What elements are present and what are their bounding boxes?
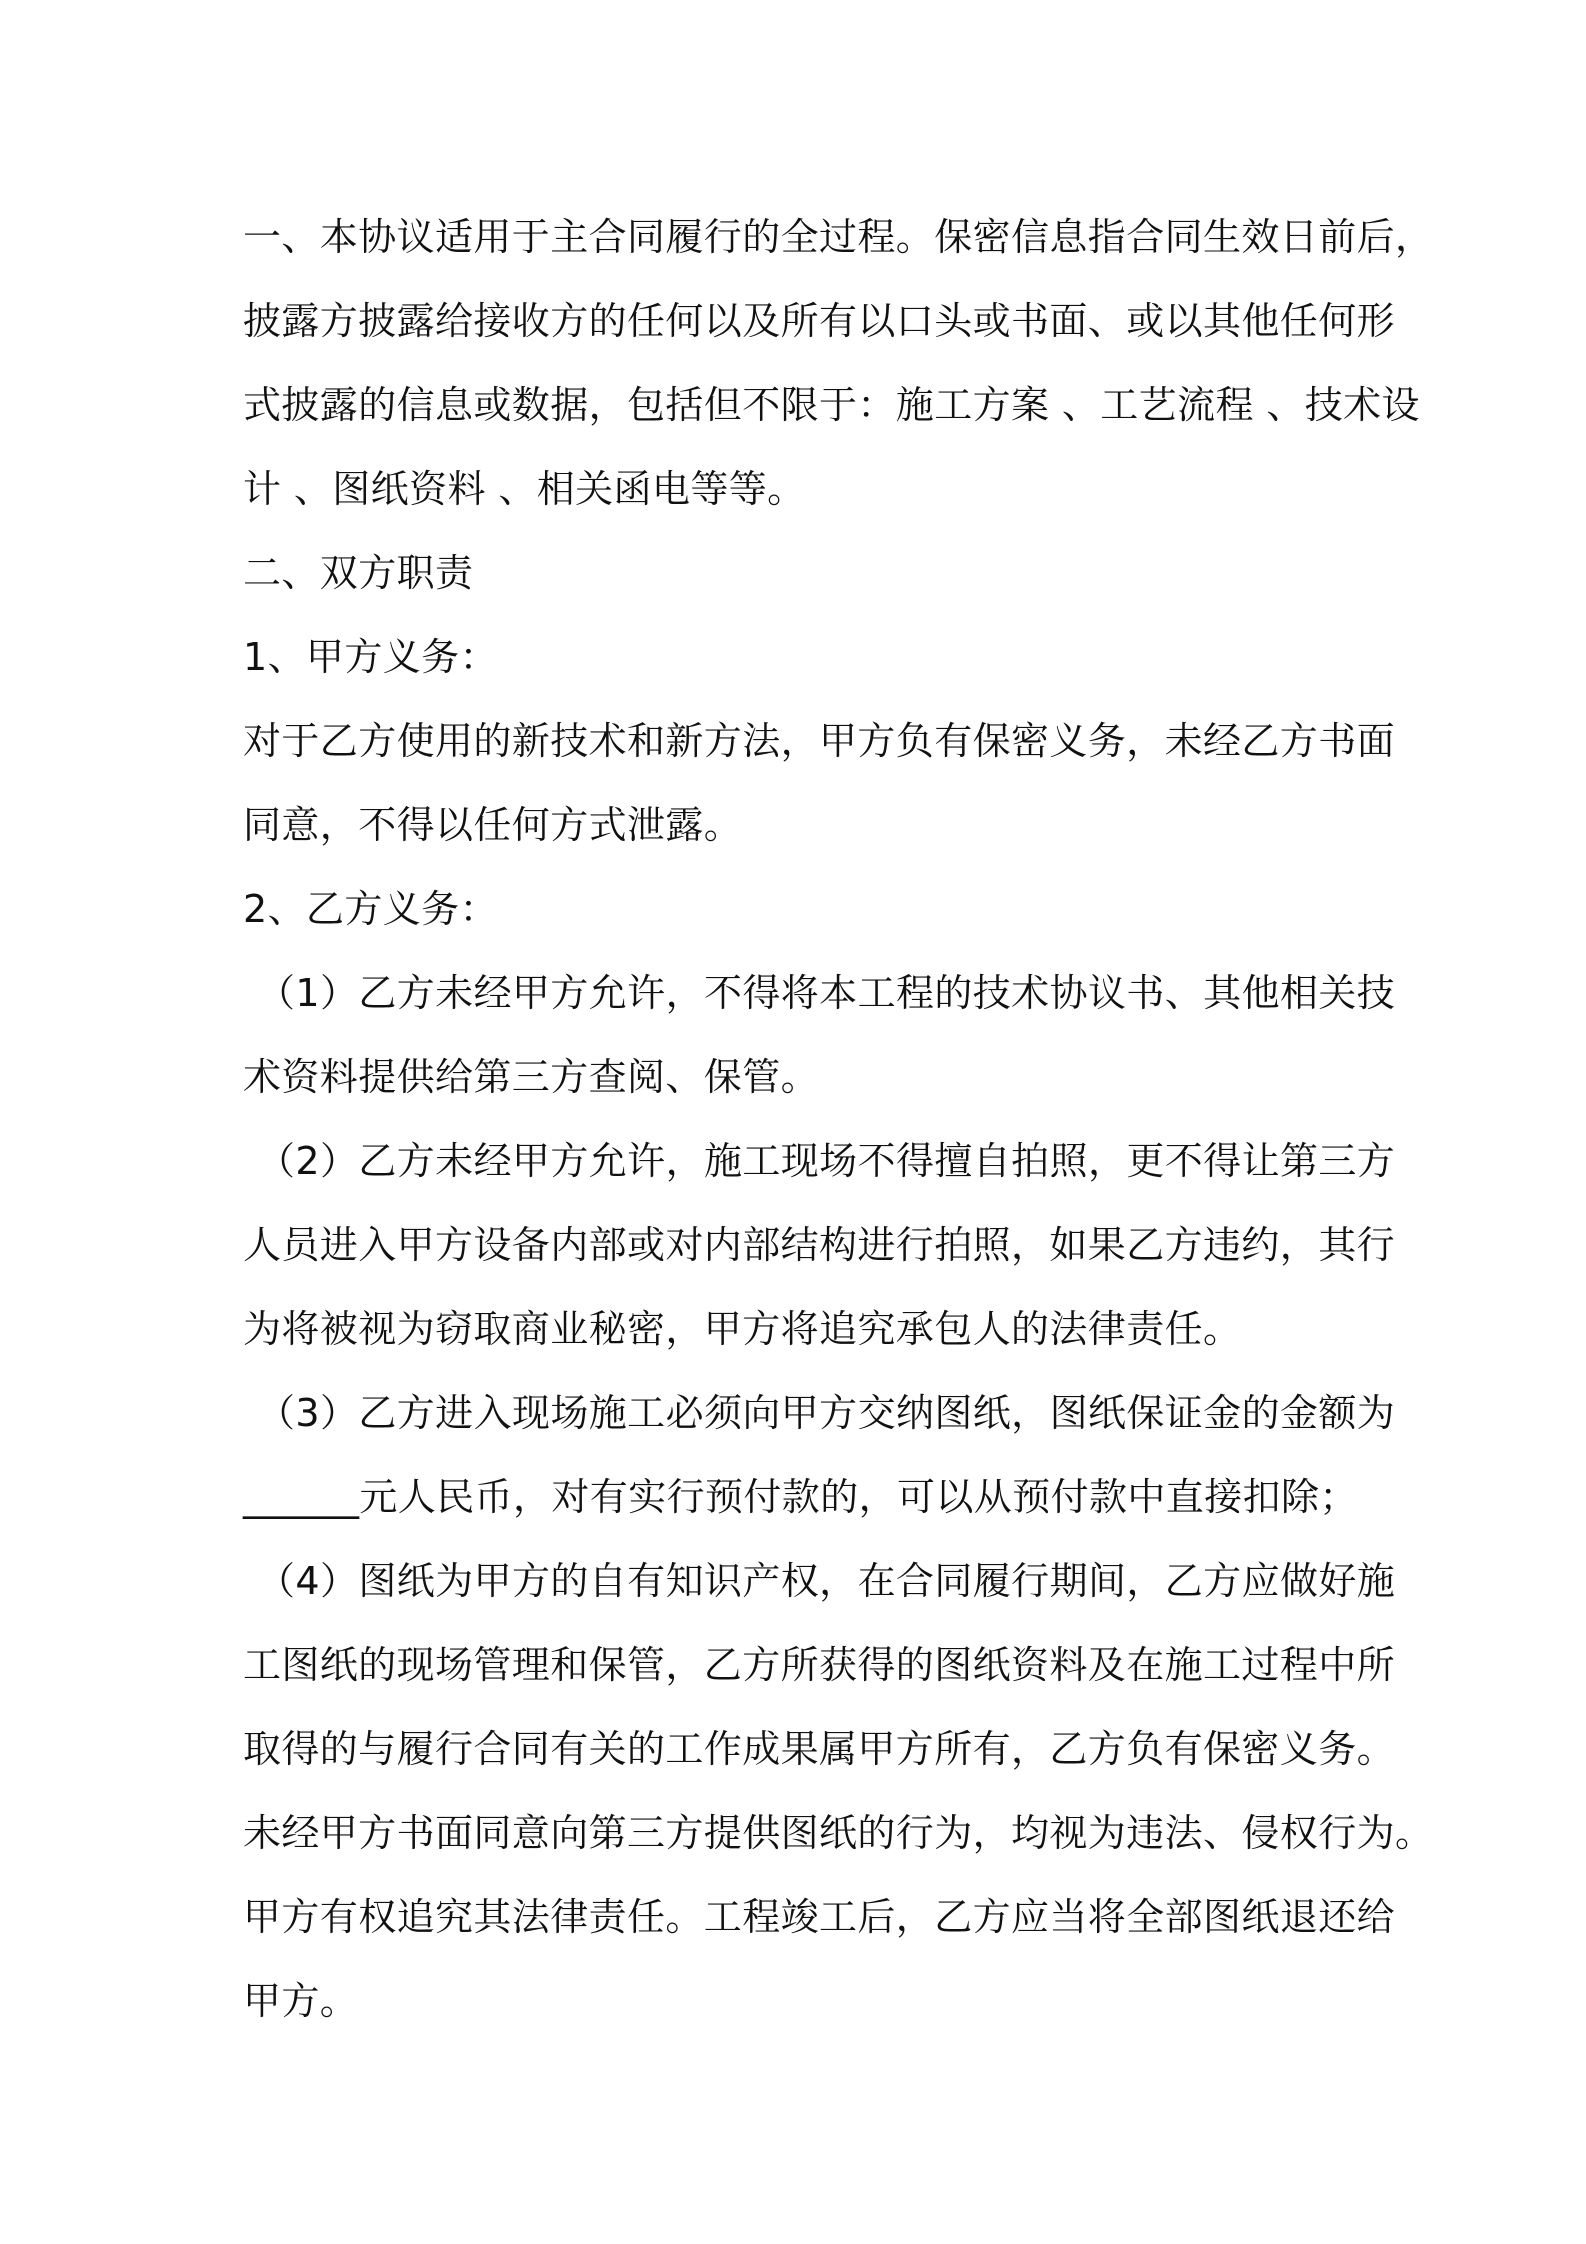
text-line: 对于乙方使用的新技术和新方法，甲方负有保密义务，未经乙方书面 — [243, 719, 1396, 763]
section-heading: 二、双方职责 — [243, 551, 474, 595]
text-line: 计 、图纸资料 、相关函电等等。 — [243, 467, 806, 511]
subsection-heading: 1、甲方义务： — [243, 635, 498, 679]
text-line: 取得的与履行合同有关的工作成果属甲方所有，乙方负有保密义务。 — [243, 1727, 1396, 1771]
document-body — [243, 195, 1434, 2043]
text-line: 工图纸的现场管理和保管，乙方所获得的图纸资料及在施工过程中所 — [243, 1643, 1396, 1687]
text-line: 人员进入甲方设备内部或对内部结构进行拍照，如果乙方违约，其行 — [243, 1223, 1396, 1267]
text-line: 为将被视为窃取商业秘密，甲方将追究承包人的法律责任。 — [243, 1307, 1242, 1351]
text-line: 一、本协议适用于主合同履行的全过程。保密信息指合同生效日前后， — [243, 215, 1434, 259]
list-item-line: （1）乙方未经甲方允许，不得将本工程的技术协议书、其他相关技 — [257, 971, 1396, 1015]
text-line: 术资料提供给第三方查阅、保管。 — [243, 1055, 820, 1099]
text-line: ______元人民币，对有实行预付款的，可以从预付款中直接扣除； — [243, 1475, 1358, 1519]
list-item-line: （3）乙方进入现场施工必须向甲方交纳图纸，图纸保证金的金额为 — [257, 1391, 1396, 1435]
list-item-line: （2）乙方未经甲方允许，施工现场不得擅自拍照，更不得让第三方 — [257, 1139, 1396, 1183]
text-line: 未经甲方书面同意向第三方提供图纸的行为，均视为违法、侵权行为。 — [243, 1811, 1434, 1855]
text-line: 甲方有权追究其法律责任。工程竣工后，乙方应当将全部图纸退还给 — [243, 1895, 1396, 1939]
text-line: 甲方。 — [243, 1979, 359, 2023]
list-item-line: （4）图纸为甲方的自有知识产权，在合同履行期间，乙方应做好施 — [257, 1559, 1396, 1603]
text-line: 同意，不得以任何方式泄露。 — [243, 803, 743, 847]
subsection-heading: 2、乙方义务： — [243, 887, 498, 931]
text-line: 披露方披露给接收方的任何以及所有以口头或书面、或以其他任何形 — [243, 299, 1396, 343]
text-line: 式披露的信息或数据，包括但不限于：施工方案 、工艺流程 、技术设 — [243, 383, 1420, 427]
